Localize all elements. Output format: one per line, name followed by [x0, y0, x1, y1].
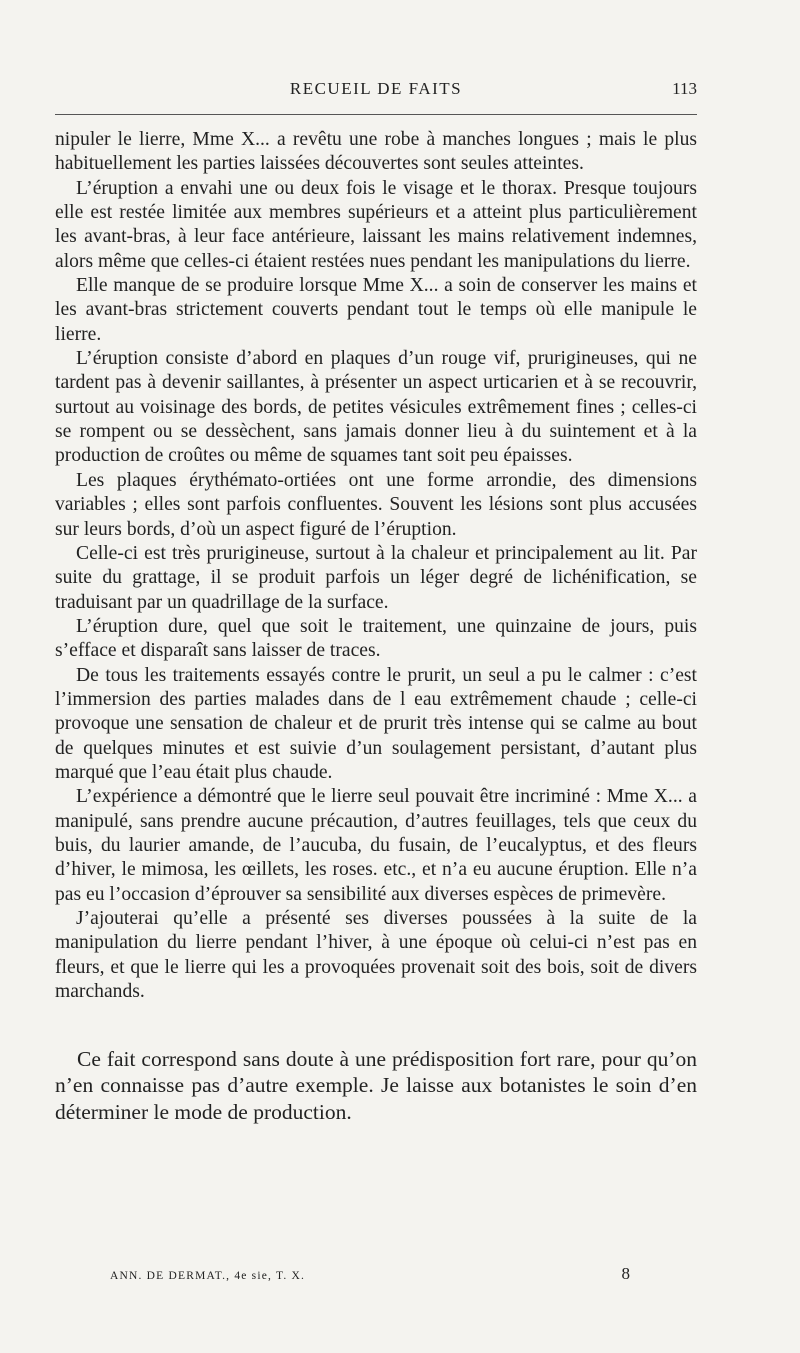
body-text: [55, 128, 697, 1004]
paragraph: J’ajouterai qu’elle a présenté ses diverses poussées à la suite de la manipulation du lierre pendant l’hiver, à une époque où celui-ci n’est pas en fleurs, et que le lierre qui les a provoquées provenait soit des bois, soit de divers marchands.: [55, 908, 697, 1003]
paragraph: Les plaques érythémato-ortiées ont une forme arrondie, des dimensions variables ; elles sont parfois confluentes. Souvent les lésions sont plus accusées sur leurs bords, d’où un aspect figuré de l’éruption.: [55, 469, 697, 540]
paragraph: L’éruption consiste d’abord en plaques d’un rouge vif, prurigineuses, qui ne tardent pas à devenir saillantes, à présenter un aspect urticarien et à se recouvrir, surtout au voisinage des bords, de petites vésicules extrêmement fines ; celles-ci se rompent ou se dessèchent, sans jamais donner lieu à du suintement et à la production de croûtes ou même de squames tant soit peu épaisses.: [55, 348, 697, 467]
paragraph: nipuler le lierre, Mme X... a revêtu une robe à manches longues ; mais le plus habituellement les parties laissées découvertes sont seules atteintes.: [55, 129, 697, 175]
conclusion: [55, 1046, 697, 1125]
running-title: RECUEIL DE FAITS: [289, 79, 463, 98]
signature-mark: 8: [621, 1264, 630, 1283]
paragraph: Elle manque de se produire lorsque Mme X... a soin de conserver les mains et les avant-bras strictement couverts pendant tout le temps où elle manipule le lierre.: [55, 275, 697, 345]
paragraph: L’expérience a démontré que le lierre seul pouvait être incriminé : Mme X... a manipulé, sans prendre aucune précaution, d’autres feuillages, tels que ceux du buis, du laurier amande, de l’aucuba, du fusain, de l’eucalyptus, et des fleurs d’hiver, le mimosa, les œillets, les roses. etc., et n’a eu aucune éruption. Elle n’a pas eu l’occasion d’éprouver sa sensibilité aux diverses espèces de primevère.: [55, 786, 697, 905]
paragraph: L’éruption dure, quel que soit le traitement, une quinzaine de jours, puis s’efface et disparaît sans laisser de traces.: [55, 615, 697, 662]
page-header: [55, 76, 697, 104]
paragraph: De tous les traitements essayés contre le prurit, un seul a pu le calmer : c’est l’immersion des parties malades dans de l eau extrêmement chaude ; celle-ci provoque une sensation de chaleur et de prurit très intense qui se calme au bout de quelques minutes et est suivie d’un soulagement persistant, d’autant plus marqué que l’eau était plus chaude.: [55, 664, 697, 783]
page-footer: [110, 1264, 630, 1294]
header-rule: [55, 114, 697, 115]
conclusion-paragraph: Ce fait correspond sans doute à une prédisposition fort rare, pour qu’on n’en connaisse pas d’autre exemple. Je laisse aux botanistes le soin d’en déterminer le mode de production.: [55, 1047, 697, 1124]
paragraph: L’éruption a envahi une ou deux fois le visage et le thorax. Presque toujours elle est restée limitée aux membres supérieurs et a atteint plus particulièrement les avant-bras, à leur face antérieure, laissant les mains relativement indemnes, alors même que celles-ci étaient restées nues pendant les manipulations du lierre.: [55, 177, 697, 272]
journal-reference: ANN. DE DERMAT., 4e sie, T. X.: [110, 1270, 306, 1282]
page-number: 113: [672, 79, 697, 98]
paragraph: Celle-ci est très prurigineuse, surtout à la chaleur et principalement au lit. Par suite du grattage, il se produit parfois un léger degré de lichénification, se traduisant par un quadrillage de la surface.: [55, 542, 697, 613]
